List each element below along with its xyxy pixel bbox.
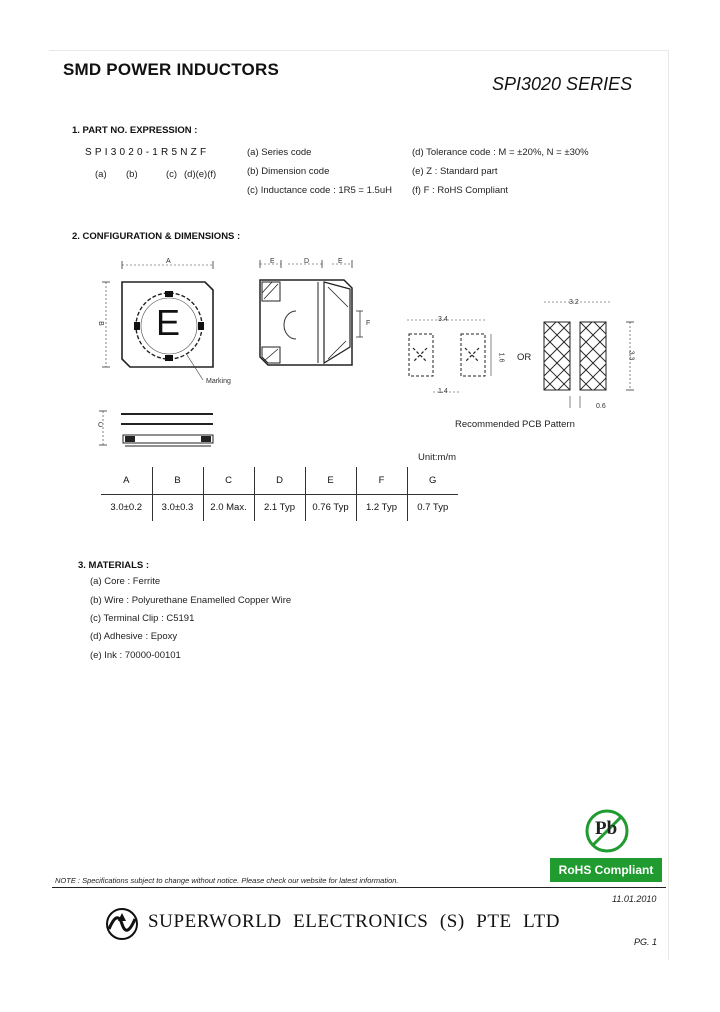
series-name: SPI3020 SERIES xyxy=(492,74,633,94)
pcb-dim-33: 3.3 xyxy=(627,350,635,361)
unit-label: Unit:m/m xyxy=(418,452,456,463)
company-logo xyxy=(105,907,139,941)
dimensions-table xyxy=(101,467,458,521)
side-view-drawing xyxy=(95,405,225,455)
marker-b: (b) xyxy=(126,169,138,180)
dim-label-e-left: E xyxy=(270,258,275,265)
table-header-cell: A xyxy=(101,467,152,494)
pcb-dim-32: 3.2 xyxy=(569,299,579,306)
material-wire: (b) Wire : Polyurethane Enamelled Copper Wire xyxy=(90,595,292,606)
marking-label: Marking xyxy=(206,378,231,385)
desc-dimension-code: (b) Dimension code xyxy=(247,166,330,177)
pcb-dim-34: 3.4 xyxy=(438,316,448,323)
table-header-row xyxy=(101,467,458,494)
dim-label-f: F xyxy=(366,320,371,327)
pcb-pattern-b xyxy=(540,296,640,412)
desc-series-code: (a) Series code xyxy=(247,147,312,158)
table-cell: 3.0±0.2 xyxy=(110,502,143,514)
pb-symbol: Pb xyxy=(595,818,618,839)
table-header-cell: E xyxy=(305,467,356,494)
table-cell: 1.2 Typ xyxy=(356,494,407,521)
dim-label-d: D xyxy=(304,258,310,265)
pcb-caption: Recommended PCB Pattern xyxy=(455,419,575,430)
table-cell: 2.1 Typ xyxy=(254,494,305,521)
desc-rohs: (f) F : RoHS Compliant xyxy=(412,185,509,196)
dim-label-b: B xyxy=(96,321,104,326)
pcb-dim-06: 0.6 xyxy=(596,403,606,410)
marking-letter: E xyxy=(156,302,181,343)
marker-def: (d)(e)(f) xyxy=(184,169,217,180)
document-date: 11.01.2010 xyxy=(612,894,657,904)
table-header-cell: C xyxy=(203,467,254,494)
specification-note: NOTE : Specifications subject to change without notice. Please check our website for latest information. xyxy=(55,876,399,885)
pcb-dim-16: 1.6 xyxy=(497,352,505,363)
company-name: SUPERWORLD ELECTRONICS (S) PTE LTD xyxy=(148,911,561,932)
section-heading-configuration: 2. CONFIGURATION & DIMENSIONS : xyxy=(72,231,241,242)
section-heading-part-no: 1. PART NO. EXPRESSION : xyxy=(72,125,198,136)
marker-a: (a) xyxy=(95,169,107,180)
dim-label-e-right: E xyxy=(338,258,343,265)
page-number: PG. 1 xyxy=(634,937,658,947)
document-title: SMD POWER INDUCTORS xyxy=(63,60,279,79)
table-cell: 2.0 Max. xyxy=(203,494,254,521)
desc-inductance-code: (c) Inductance code : 1R5 = 1.5uH xyxy=(247,185,392,196)
footer-divider xyxy=(52,887,666,888)
table-header-cell: D xyxy=(254,467,305,494)
section-heading-materials: 3. MATERIALS : xyxy=(78,560,150,571)
material-terminal: (c) Terminal Clip : C5191 xyxy=(90,613,195,624)
pcb-pattern-a xyxy=(405,314,495,404)
table-row xyxy=(101,494,458,521)
table-header-cell: F xyxy=(356,467,407,494)
material-core: (a) Core : Ferrite xyxy=(90,576,161,587)
material-ink: (e) Ink : 70000-00101 xyxy=(90,650,181,661)
desc-standard-part: (e) Z : Standard part xyxy=(412,166,498,177)
marker-c: (c) xyxy=(166,169,178,180)
dim-label-a: A xyxy=(166,258,171,265)
pcb-dim-14: 1.4 xyxy=(438,388,448,395)
table-header-cell: G xyxy=(407,467,458,494)
material-adhesive: (d) Adhesive : Epoxy xyxy=(90,631,178,642)
pcb-or-label: OR xyxy=(517,352,532,363)
table-header-cell: B xyxy=(152,467,203,494)
table-cell: 0.7 Typ xyxy=(407,494,458,521)
desc-tolerance-code: (d) Tolerance code : M = ±20%, N = ±30% xyxy=(412,147,589,158)
rohs-compliant-badge: RoHS Compliant xyxy=(550,858,662,882)
bottom-view-drawing xyxy=(248,255,363,375)
part-number-code: SPI3020-1R5NZF xyxy=(85,147,210,158)
table-cell: 0.76 Typ xyxy=(305,494,356,521)
dim-label-c: C xyxy=(98,422,104,429)
table-cell: 3.0±0.3 xyxy=(152,494,203,521)
